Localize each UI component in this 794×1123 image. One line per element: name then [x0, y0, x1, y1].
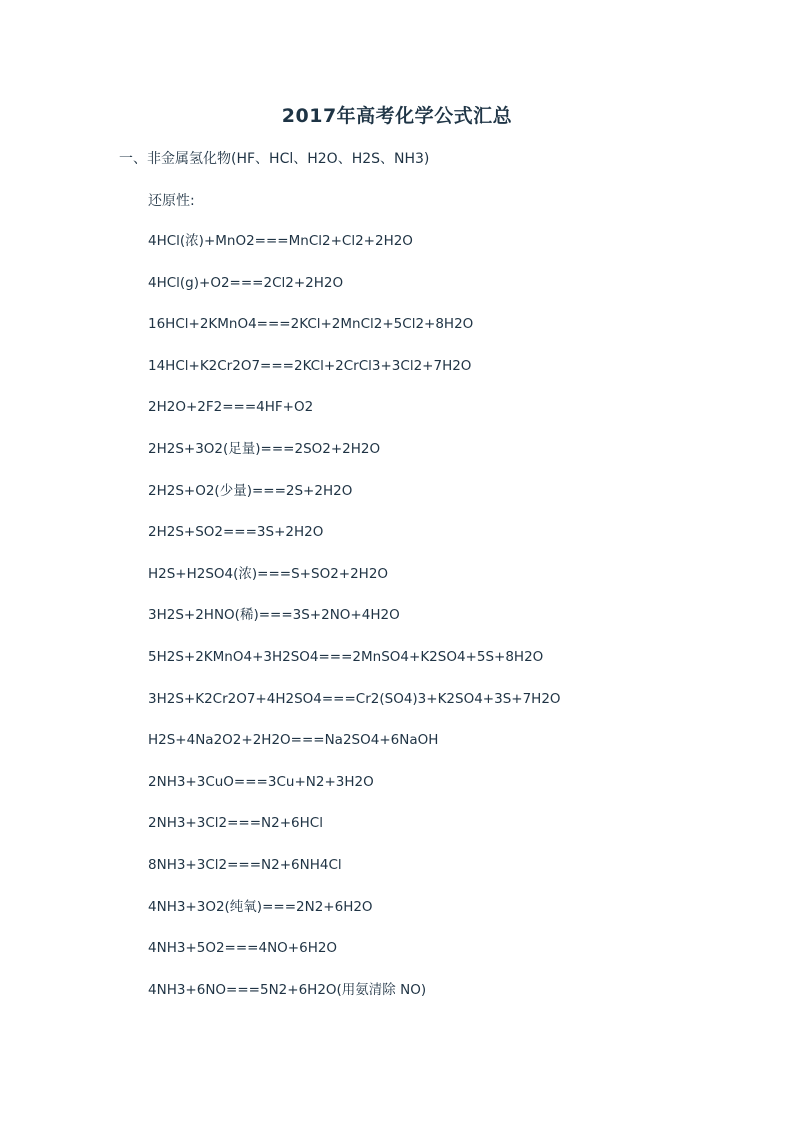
equation-line: 5H2S+2KMnO4+3H2SO4===2MnSO4+K2SO4+5S+8H2O [148, 648, 544, 665]
equation-line: 4HCl(g)+O2===2Cl2+2H2O [148, 274, 344, 291]
equation-line: H2S+H2SO4(浓)===S+SO2+2H2O [148, 565, 389, 582]
equation-line: 14HCl+K2Cr2O7===2KCl+2CrCl3+3Cl2+7H2O [148, 357, 472, 374]
equation-line: 4HCl(浓)+MnO2===MnCl2+Cl2+2H2O [148, 233, 413, 249]
section-heading: 一、非金属氢化物(HF、HCl、H2O、H2S、NH3) [119, 151, 430, 167]
equation-line: 2H2S+3O2(足量)===2SO2+2H2O [148, 440, 381, 457]
document-title: 2017年高考化学公式汇总 [281, 105, 513, 127]
equation-line: 2NH3+3CuO===3Cu+N2+3H2O [148, 773, 374, 790]
equation-line: 2H2S+SO2===3S+2H2O [148, 524, 324, 541]
equation-line: 4NH3+5O2===4NO+6H2O [148, 940, 338, 957]
equation-line: 3H2S+2HNO(稀)===3S+2NO+4H2O [148, 607, 400, 624]
equation-line: 16HCl+2KMnO4===2KCl+2MnCl2+5Cl2+8H2O [148, 316, 474, 333]
equation-line: 4NH3+3O2(纯氧)===2N2+6H2O [148, 898, 373, 915]
equation-line: 8NH3+3Cl2===N2+6NH4Cl [148, 856, 342, 873]
equation-line: H2S+4Na2O2+2H2O===Na2SO4+6NaOH [148, 732, 439, 749]
equation-line: 4NH3+6NO===5N2+6H2O(用氨清除 NO) [148, 981, 427, 998]
subheading-reducibility: 还原性: [148, 193, 195, 209]
equation-line: 3H2S+K2Cr2O7+4H2SO4===Cr2(SO4)3+K2SO4+3S+7H2O [148, 690, 561, 707]
equation-line: 2H2O+2F2===4HF+O2 [148, 399, 314, 416]
equation-line: 2H2S+O2(少量)===2S+2H2O [148, 482, 353, 499]
equation-line: 2NH3+3Cl2===N2+6HCl [148, 815, 323, 832]
equation-list [148, 232, 561, 1022]
